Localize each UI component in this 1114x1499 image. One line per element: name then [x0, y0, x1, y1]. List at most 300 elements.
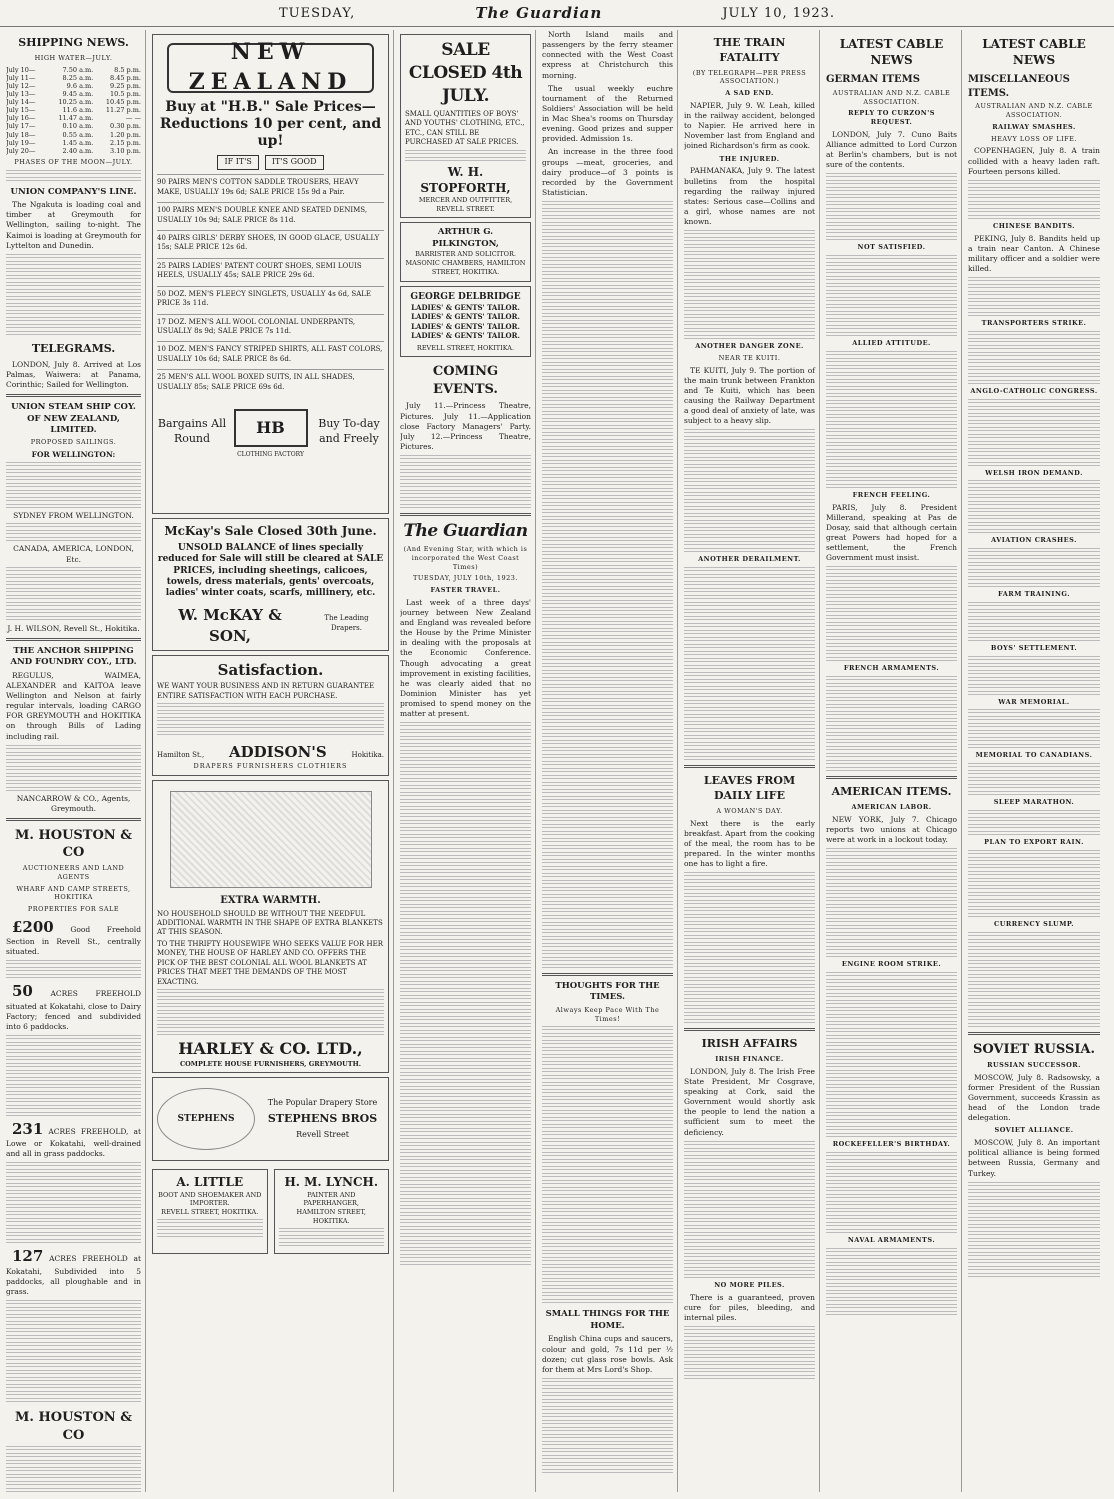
- text-line: [542, 215, 673, 220]
- text-line: [684, 686, 815, 691]
- text-line: [968, 1182, 1100, 1187]
- text-line: [684, 1368, 815, 1373]
- text-line: [968, 988, 1100, 993]
- text-line: [542, 586, 673, 591]
- text-line: [684, 1274, 815, 1279]
- text-line: [400, 1058, 531, 1063]
- text-line: [968, 583, 1100, 588]
- column-6-body-7: [826, 972, 957, 1138]
- text-line: [826, 767, 957, 772]
- text-line: [826, 290, 957, 295]
- anchor-shipping-text: REGULUS, WAIMEA, ALEXANDER and KAITOA leave Wellington and Nelson at fairly regular intervals, loading CARGO FOR GREYMOUTH and HOKITIKA on through Bills of Lading including rail.: [6, 670, 141, 741]
- text-line: [826, 428, 957, 433]
- text-line: [684, 471, 815, 476]
- text-line: [542, 943, 673, 948]
- text-line: [826, 358, 957, 363]
- cable-news-heading-2: LATEST CABLE NEWS: [982, 37, 1086, 68]
- text-line: [684, 300, 815, 305]
- houston-heading: M. HOUSTON & CO: [15, 827, 132, 861]
- text-line: [400, 820, 531, 825]
- houston-subheading: AUCTIONEERS AND LAND AGENTS: [22, 864, 125, 881]
- not-satisfied-heading: NOT SATISFIED.: [857, 243, 926, 252]
- text-line: [826, 939, 957, 944]
- text-line: [968, 420, 1100, 425]
- text-line: [684, 928, 815, 933]
- te-kuiti-heading: NEAR TE KUITI.: [718, 353, 781, 362]
- text-line: [684, 914, 815, 919]
- text-line: [684, 574, 815, 579]
- text-line: [542, 418, 673, 423]
- hb-tag-left: IF IT'S: [217, 155, 258, 170]
- guardian-heading: The Guardian: [403, 521, 528, 542]
- text-line: [542, 1264, 673, 1269]
- stopforth-name: W. H. STOPFORTH,: [420, 164, 511, 195]
- text-line: [542, 929, 673, 934]
- text-line: [968, 784, 1100, 789]
- text-line: [400, 911, 531, 916]
- text-line: [968, 522, 1100, 527]
- injured-heading: THE INJURED.: [719, 154, 780, 163]
- text-line: [968, 1002, 1100, 1007]
- text-line: [968, 1252, 1100, 1257]
- text-line: [826, 1159, 957, 1164]
- leaves-heading: LEAVES FROM DAILY LIFE: [703, 774, 796, 803]
- text-line: [826, 897, 957, 902]
- text-line: [542, 1462, 673, 1467]
- text-line: [826, 601, 957, 606]
- houston-footer: M. HOUSTON & CO: [15, 1410, 132, 1443]
- naval-armaments-heading: NAVAL ARMAMENTS.: [847, 1235, 936, 1244]
- text-line: [826, 650, 957, 655]
- coming-events-text: July 11.—Princess Theatre, Pictures. July 11.—Application close Factory Managers' Party. July 12.—Princess Theatre, Pictures.: [400, 401, 531, 451]
- text-line: [968, 298, 1100, 303]
- text-line: [400, 1128, 531, 1133]
- text-line: [826, 222, 957, 227]
- text-line: [826, 704, 957, 709]
- leaves-text: Next there is the early breakfast. Apart from the cooking of the meal, the room has to be prepared. In the winter months one has to light a fire.: [684, 818, 815, 869]
- text-line: [684, 623, 815, 628]
- delbridge-lines: [405, 303, 526, 341]
- mckay-tagline: The Leading Drapers.: [324, 614, 369, 632]
- tide-cell: 7.50 a.m.: [62, 65, 94, 74]
- text-line: [400, 869, 531, 874]
- text-line: [826, 1014, 957, 1019]
- text-line: [826, 746, 957, 751]
- railway-smashes-text: COPENHAGEN, July 8. A train collided with a heavy laden raft. Fourteen persons killed.: [968, 146, 1100, 176]
- delbridge-name: GEORGE DELBRIDGE: [410, 291, 521, 302]
- text-line: [684, 258, 815, 263]
- text-line: [400, 1016, 531, 1021]
- text-line: [826, 180, 957, 185]
- text-line: [542, 740, 673, 745]
- text-line: [968, 974, 1100, 979]
- mckay-title: McKay's Sale Closed 30th June.: [164, 524, 377, 538]
- text-line: [684, 907, 815, 912]
- text-line: [684, 728, 815, 733]
- text-line: [542, 600, 673, 605]
- tide-row: [6, 74, 141, 82]
- text-line: [542, 1413, 673, 1418]
- text-line: [684, 321, 815, 326]
- property-text: ACRES FREEHOLD at Kokatahi, Subdivided into 5 paddocks, all ploughable and in grass.: [6, 1254, 141, 1296]
- column-5: [684, 30, 820, 1492]
- text-line: [826, 869, 957, 874]
- thoughts-subheading: Always Keep Pace With The Times!: [555, 1005, 660, 1023]
- text-line: [826, 1133, 957, 1138]
- text-line: [826, 580, 957, 585]
- tide-cell: 11.27 p.m.: [105, 106, 141, 115]
- te-kuiti-text: TE KUITI, July 9. The portion of the main trunk between Frankton and Te Kuiti, which has been causing the Railway Department a good deal of anxiety of late, was subject to a heavy slip.: [684, 365, 815, 426]
- tide-cell: July 18—: [6, 130, 36, 139]
- text-line: [400, 1163, 531, 1168]
- text-line: [684, 1211, 815, 1216]
- property-listing: [6, 917, 141, 958]
- text-line: [400, 967, 531, 972]
- text-line: [542, 453, 673, 458]
- text-line: [684, 991, 815, 996]
- text-line: [400, 988, 531, 993]
- text-line: [968, 770, 1100, 775]
- text-line: [684, 485, 815, 490]
- text-line: [826, 876, 957, 881]
- text-line: [684, 328, 815, 333]
- column-7-body-7: [968, 602, 1100, 642]
- text-line: [542, 530, 673, 535]
- text-line: [400, 806, 531, 811]
- text-line: [400, 848, 531, 853]
- text-line: [542, 824, 673, 829]
- text-line: [826, 386, 957, 391]
- text-line: [826, 1222, 957, 1227]
- column-7-body-10: [968, 763, 1100, 796]
- text-line: [542, 1026, 673, 1031]
- text-line: [400, 827, 531, 832]
- hb-item: 25 PAIRS LADIES' PATENT COURT SHOES, SEMI LOUIS HEELS, USUALLY 45s; SALE PRICE 29s 6d.: [157, 258, 384, 284]
- text-line: [684, 1019, 815, 1024]
- text-line: [826, 683, 957, 688]
- farm-training-heading: FARM TRAINING.: [998, 590, 1070, 599]
- heavy-loss-heading: HEAVY LOSS OF LIFE.: [991, 134, 1077, 143]
- column-5-body-6: [684, 1326, 815, 1380]
- text-line: [400, 1198, 531, 1203]
- text-line: [400, 904, 531, 909]
- text-line: [542, 509, 673, 514]
- text-line: [684, 949, 815, 954]
- text-line: [684, 651, 815, 656]
- text-line: [542, 1469, 673, 1474]
- text-line: [684, 900, 815, 905]
- text-line: [684, 886, 815, 891]
- text-line: [542, 285, 673, 290]
- text-line: [826, 697, 957, 702]
- union-steam-ship-heading: UNION STEAM SHIP COY. OF NEW ZEALAND, LIMITED.: [11, 402, 136, 435]
- text-line: [684, 1148, 815, 1153]
- satisfaction-text: WE WANT YOUR BUSINESS AND IN RETURN GUARANTEE ENTIRE SATISFACTION WITH EACH PURCHASE.: [157, 682, 375, 700]
- text-line: [684, 450, 815, 455]
- hb-logo-sub: CLOTHING FACTORY: [237, 451, 304, 459]
- text-line: [826, 986, 957, 991]
- text-line: [684, 970, 815, 975]
- text-line: [968, 201, 1100, 206]
- text-line: [400, 897, 531, 902]
- text-line: [684, 609, 815, 614]
- text-line: [826, 1215, 957, 1220]
- text-line: [542, 572, 673, 577]
- text-line: [826, 643, 957, 648]
- text-line: [826, 1021, 957, 1026]
- sale-closed-text: SMALL QUANTITIES OF BOYS' AND YOUTHS' CLOTHING, ETC., ETC., CAN STILL BE PURCHASED AT SALE PRICES.: [405, 109, 525, 147]
- text-line: [542, 1082, 673, 1087]
- irish-affairs-heading: IRISH AFFAIRS: [701, 1037, 798, 1051]
- text-line: [826, 311, 957, 316]
- stephens-logo-text: STEPHENS: [177, 1114, 235, 1125]
- text-line: [826, 993, 957, 998]
- text-line: [542, 1250, 673, 1255]
- newspaper-columns: [6, 30, 1108, 1492]
- text-line: [400, 960, 531, 965]
- text-line: [542, 299, 673, 304]
- text-line: [400, 1184, 531, 1189]
- text-line: [968, 187, 1100, 192]
- cable-news-heading: LATEST CABLE NEWS: [839, 37, 944, 68]
- text-line: [826, 629, 957, 634]
- hb-item-list: [157, 174, 384, 395]
- masthead-date: JULY 10, 1923.: [722, 5, 836, 21]
- text-line: [826, 194, 957, 199]
- text-line: [684, 998, 815, 1003]
- text-line: [542, 523, 673, 528]
- text-line: [684, 1005, 815, 1010]
- column-4-body-2: [542, 1026, 673, 1304]
- text-line: [542, 208, 673, 213]
- tide-row: [6, 122, 141, 130]
- text-line: [542, 369, 673, 374]
- text-line: [968, 824, 1100, 829]
- text-line: [684, 977, 815, 982]
- welsh-iron-heading: WELSH IRON DEMAND.: [985, 468, 1083, 477]
- proposed-sailings: PROPOSED SAILINGS.: [30, 438, 117, 447]
- hb-advertisement: [152, 34, 389, 514]
- anglo-catholic-heading: ANGLO-CATHOLIC CONGRESS.: [970, 386, 1098, 395]
- tide-cell: 11.6 a.m.: [62, 106, 94, 115]
- text-line: [826, 262, 957, 267]
- text-line: [542, 859, 673, 864]
- text-line: [400, 862, 531, 867]
- houston-address: WHARF AND CAMP STREETS, HOKITIKA: [16, 884, 131, 902]
- column-5-body-5: [684, 1141, 815, 1279]
- text-line: [826, 848, 957, 853]
- stephens-name: STEPHENS BROS: [267, 1112, 378, 1126]
- text-line: [400, 1065, 531, 1070]
- text-line: [826, 972, 957, 977]
- text-line: [684, 457, 815, 462]
- tide-cell: 3.10 p.m.: [110, 146, 141, 155]
- sydney-line: SYDNEY FROM WELLINGTON.: [13, 511, 134, 521]
- tide-cell: 0.55 a.m.: [62, 130, 94, 139]
- text-line: [826, 1166, 957, 1171]
- text-line: [968, 906, 1100, 911]
- text-line: [542, 670, 673, 675]
- tide-row: [6, 131, 141, 139]
- text-line: [826, 725, 957, 730]
- injured-text: PAHMANAKA, July 9. The latest bulletins from the hospital regarding the railway injured states: Serious case—Collins and a girl, whose names are not known.: [684, 166, 815, 226]
- text-line: [968, 480, 1100, 485]
- text-line: [400, 834, 531, 839]
- text-line: [826, 484, 957, 489]
- tide-cell: 0.30 p.m.: [110, 122, 141, 131]
- text-line: [826, 573, 957, 578]
- text-line: [968, 1023, 1100, 1028]
- text-line: [826, 1297, 957, 1302]
- hb-item: 50 DOZ. MEN'S FLEECY SINGLETS, USUALLY 4s 6d, SALE PRICE 3s 11d.: [157, 286, 384, 312]
- text-line: [968, 939, 1100, 944]
- text-line: [968, 946, 1100, 951]
- text-line: [542, 1166, 673, 1171]
- text-line: [684, 548, 815, 553]
- text-line: [542, 320, 673, 325]
- text-line: [968, 569, 1100, 574]
- text-line: [542, 1299, 673, 1304]
- column-7-body: [968, 180, 1100, 220]
- pilkington-subtitle: BARRISTER AND SOLICITOR.: [415, 250, 516, 259]
- text-line: [684, 893, 815, 898]
- text-line: [684, 1260, 815, 1265]
- text-line: [542, 334, 673, 339]
- delbridge-address: REVELL STREET, HOKITIKA.: [416, 343, 515, 352]
- text-line: [400, 1135, 531, 1140]
- text-line: [542, 1208, 673, 1213]
- column-7-body-8: [968, 656, 1100, 696]
- text-line: [968, 487, 1100, 492]
- american-labor-text: NEW YORK, July 7. Chicago reports two unions at Chicago were at work in a lockout today.: [826, 814, 957, 845]
- text-line: [684, 464, 815, 469]
- text-line: [826, 676, 957, 681]
- column-7-body-5: [968, 480, 1100, 534]
- text-line: [684, 616, 815, 621]
- text-line: [684, 534, 815, 539]
- text-line: [826, 1098, 957, 1103]
- text-line: [542, 341, 673, 346]
- text-line: [542, 1110, 673, 1115]
- text-line: [542, 544, 673, 549]
- text-line: [826, 1063, 957, 1068]
- text-line: [400, 1051, 531, 1056]
- text-line: [400, 1149, 531, 1154]
- text-line: [400, 722, 531, 727]
- text-line: [826, 566, 957, 571]
- text-line: [542, 761, 673, 766]
- text-line: [968, 663, 1100, 668]
- text-line: [968, 515, 1100, 520]
- text-line: [968, 810, 1100, 815]
- buy-today-text: Buy To-day and Freely: [318, 417, 380, 446]
- text-line: [968, 723, 1100, 728]
- thoughts-heading: THOUGHTS FOR THE TIMES.: [555, 981, 660, 1003]
- text-line: [400, 743, 531, 748]
- text-line: [968, 960, 1100, 965]
- text-line: [542, 593, 673, 598]
- text-line: [826, 463, 957, 468]
- text-line: [826, 1152, 957, 1157]
- text-line: [684, 478, 815, 483]
- text-line: [400, 778, 531, 783]
- small-things-heading: SMALL THINGS FOR THE HOME.: [545, 1309, 670, 1331]
- text-line: [968, 1224, 1100, 1229]
- text-line: [542, 439, 673, 444]
- text-line: [684, 637, 815, 642]
- text-line: [542, 1145, 673, 1150]
- text-line: [684, 1333, 815, 1338]
- american-items-heading: AMERICAN ITEMS.: [831, 785, 952, 799]
- text-line: [968, 576, 1100, 581]
- text-line: [542, 558, 673, 563]
- text-line: [684, 721, 815, 726]
- text-line: [542, 236, 673, 241]
- text-line: [400, 855, 531, 860]
- text-line: [400, 890, 531, 895]
- text-line: [542, 488, 673, 493]
- column-5-body-2: [684, 429, 815, 553]
- text-line: [542, 446, 673, 451]
- food-index-notice: An increase in the three food groups —meat, groceries, and dairy produce—of 3 points is recorded by the Government Statistician.: [542, 147, 673, 197]
- text-line: [968, 777, 1100, 782]
- text-line: [542, 502, 673, 507]
- column-6-body-3: [826, 351, 957, 489]
- column-7-body-11: [968, 810, 1100, 836]
- text-line: [684, 658, 815, 663]
- text-line: [542, 1222, 673, 1227]
- text-line: [542, 243, 673, 248]
- text-line: [968, 1273, 1100, 1278]
- stephens-address: Revell Street: [296, 1129, 349, 1139]
- text-line: [826, 690, 957, 695]
- delbridge-line: LADIES' & GENTS' TAILOR.: [411, 331, 520, 341]
- tide-cell: July 15—: [6, 106, 36, 115]
- text-line: [684, 921, 815, 926]
- tide-cell: July 20—: [6, 146, 36, 155]
- text-line: [826, 1276, 957, 1281]
- text-line: [684, 679, 815, 684]
- text-line: [968, 670, 1100, 675]
- tide-cell: July 12—: [6, 81, 36, 90]
- shipping-agent: J. H. WILSON, Revell St., Hokitika.: [7, 623, 140, 633]
- text-line: [542, 719, 673, 724]
- tide-cell: 8.5 p.m.: [114, 65, 141, 74]
- text-line: [684, 541, 815, 546]
- hb-item: 90 PAIRS MEN'S COTTON SADDLE TROUSERS, HEAVY MAKE, USUALLY 19s 6d; SALE PRICE 15s 9d a Pair.: [157, 174, 384, 200]
- text-line: [684, 1340, 815, 1345]
- delbridge-line: LADIES' & GENTS' TAILOR.: [411, 321, 520, 331]
- cable-association-2: AUSTRALIAN AND N.Z. CABLE ASSOCIATION.: [975, 102, 1093, 120]
- text-line: [968, 359, 1100, 364]
- text-line: [968, 180, 1100, 185]
- tide-cell: 8.45 p.m.: [110, 73, 141, 82]
- delbridge-line: LADIES' & GENTS' TAILOR.: [411, 312, 520, 322]
- tide-cell: 10.25 a.m.: [58, 98, 94, 107]
- text-line: [400, 792, 531, 797]
- text-line: [968, 995, 1100, 1000]
- soviet-alliance-text: MOSCOW, July 8. An important political alliance is being formed between Russia, Germany and Turkey.: [968, 1138, 1100, 1178]
- text-line: [968, 1203, 1100, 1208]
- text-line: [542, 495, 673, 500]
- mckay-text: UNSOLD BALANCE of lines specially reduced for Sale will still be cleared at SALE PRICES, including sheetings, calicoes, towels, dress materials, gents' overcoats, ladies' winter coats, scarfs, millinery, etc.: [157, 543, 384, 599]
- text-line: [968, 913, 1100, 918]
- allied-attitude-heading: ALLIED ATTITUDE.: [852, 339, 931, 348]
- text-line: [684, 492, 815, 497]
- text-line: [826, 1049, 957, 1054]
- text-line: [826, 414, 957, 419]
- text-line: [968, 1245, 1100, 1250]
